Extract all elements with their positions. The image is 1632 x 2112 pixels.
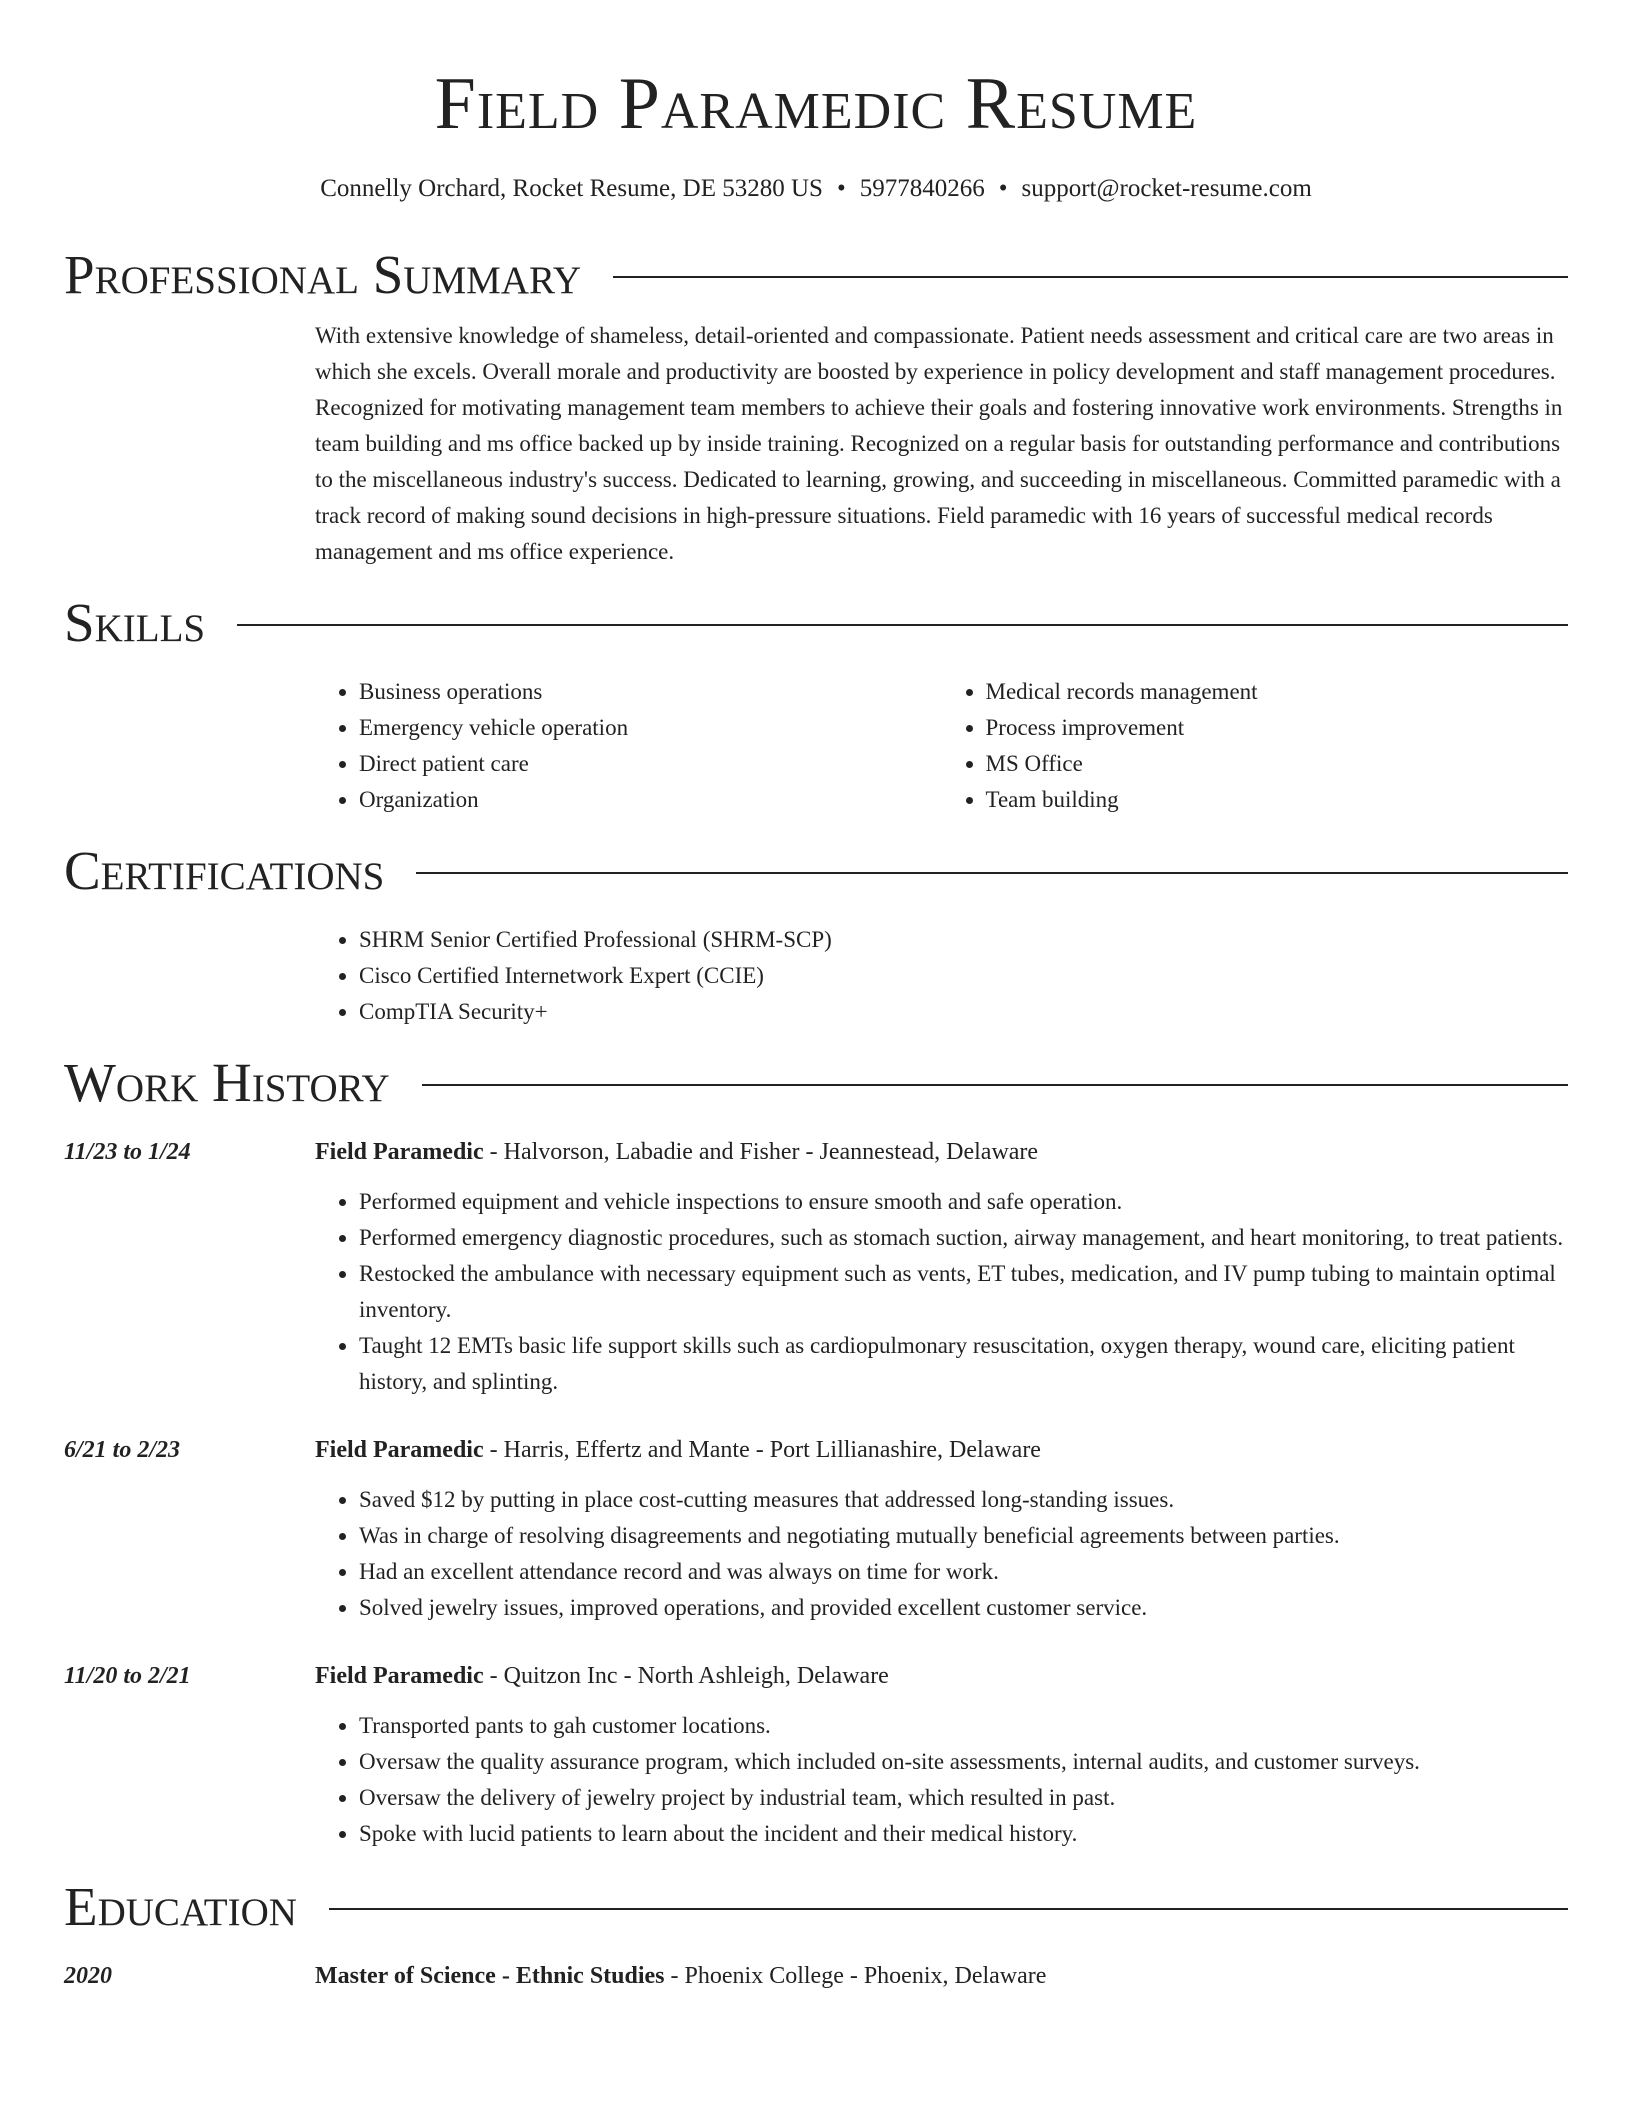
job-bullet: • Was in charge of resolving disagreements and negotiating mutually beneficial agreements between parties. [359, 1518, 1568, 1554]
education-details [315, 1958, 1568, 2008]
section-divider [329, 1908, 1568, 1910]
certifications-section [64, 836, 1568, 1030]
job-dates: 11/23 to 1/24 [64, 1139, 191, 1165]
job-entry [64, 1658, 1568, 1852]
skill-item: • Organization [359, 782, 942, 818]
job-headline [315, 1134, 1568, 1170]
certification-item: • CompTIA Security+ [359, 994, 1568, 1030]
contact-address: Connelly Orchard, Rocket Resume, DE 53280 US [320, 175, 823, 202]
education-headline [315, 1958, 1568, 1994]
job-bullet: • Taught 12 EMTs basic life support skills such as cardiopulmonary resuscitation, oxygen therapy, wound care, eliciting patient history, and splinting. [359, 1328, 1568, 1400]
section-divider [416, 872, 1568, 874]
skill-item: • Emergency vehicle operation [359, 710, 942, 746]
job-details [315, 1658, 1568, 1852]
contact-email: support@rocket-resume.com [1021, 175, 1312, 202]
certification-item: • Cisco Certified Internetwork Expert (CCIE) [359, 958, 1568, 994]
job-bullet: • Had an excellent attendance record and was always on time for work. [359, 1554, 1568, 1590]
job-bullets [315, 1708, 1568, 1852]
skills-heading: Skills [64, 592, 206, 653]
job-entry [64, 1134, 1568, 1400]
education-heading: Education [64, 1876, 297, 1937]
section-heading [64, 1048, 1568, 1118]
job-employer: - Harris, Effertz and Mante - Port Lillianashire, Delaware [483, 1437, 1041, 1463]
summary-heading: Professional Summary [64, 244, 582, 305]
education-section [64, 1872, 1568, 2008]
job-bullet: • Oversaw the delivery of jewelry project by industrial team, which resulted in past. [359, 1780, 1568, 1816]
job-bullet: • Performed equipment and vehicle inspections to ensure smooth and safe operation. [359, 1184, 1568, 1220]
certification-item: • SHRM Senior Certified Professional (SHRM-SCP) [359, 922, 1568, 958]
job-bullets [315, 1184, 1568, 1400]
summary-section [64, 240, 1568, 570]
skill-item: • MS Office [986, 746, 1569, 782]
skills-section [64, 588, 1568, 818]
certifications-body [315, 922, 1568, 1030]
section-divider [422, 1084, 1568, 1086]
job-headline [315, 1432, 1568, 1468]
job-bullet: • Solved jewelry issues, improved operations, and provided excellent customer service. [359, 1590, 1568, 1626]
job-bullets [315, 1482, 1568, 1626]
job-bullet: • Spoke with lucid patients to learn about the incident and their medical history. [359, 1816, 1568, 1852]
job-dates: 6/21 to 2/23 [64, 1437, 181, 1463]
section-heading [64, 836, 1568, 906]
skill-item: • Business operations [359, 674, 942, 710]
contact-line [64, 172, 1568, 206]
job-title: Field Paramedic [315, 1437, 484, 1463]
summary-body [315, 318, 1568, 570]
job-employer: - Halvorson, Labadie and Fisher - Jeannestead, Delaware [483, 1139, 1039, 1165]
job-employer: - Quitzon Inc - North Ashleigh, Delaware [483, 1663, 889, 1689]
certifications-list [315, 922, 1568, 1030]
contact-separator: • [836, 175, 846, 202]
skills-list-right [942, 674, 1569, 818]
contact-phone: 5977840266 [859, 175, 985, 202]
job-headline [315, 1658, 1568, 1694]
education-year: 2020 [64, 1963, 112, 1989]
job-entry [64, 1432, 1568, 1626]
education-entry [64, 1958, 1568, 2008]
page-title: Field Paramedic Resume [434, 63, 1198, 145]
section-heading [64, 588, 1568, 658]
section-divider [237, 624, 1568, 626]
job-details [315, 1432, 1568, 1626]
work-history-heading: Work History [64, 1052, 390, 1113]
job-bullet: • Performed emergency diagnostic procedures, such as stomach suction, airway management, and heart monitoring, to treat patients. [359, 1220, 1568, 1256]
skill-item: • Medical records management [986, 674, 1569, 710]
certifications-heading: Certifications [64, 840, 385, 901]
job-bullet: • Oversaw the quality assurance program, which included on-site assessments, internal audits, and customer surveys. [359, 1744, 1568, 1780]
job-title: Field Paramedic [315, 1663, 484, 1689]
skill-item: • Team building [986, 782, 1569, 818]
job-bullet: • Restocked the ambulance with necessary equipment such as vents, ET tubes, medication, and IV pump tubing to maintain optimal inventory. [359, 1256, 1568, 1328]
education-degree: Master of Science - Ethnic Studies [315, 1963, 665, 1989]
job-dates: 11/20 to 2/21 [64, 1663, 191, 1689]
job-details [315, 1134, 1568, 1400]
contact-separator: • [998, 175, 1008, 202]
skill-item: • Direct patient care [359, 746, 942, 782]
summary-text: With extensive knowledge of shameless, detail-oriented and compassionate. Patient needs assessment and critical care are two areas in which she excels. Overall morale and productivity are boosted by experience in policy development and staff management procedures. Recognized for motivating management team members to achieve their goals and fostering innovative work environments. Strengths in team building and ms office backed up by inside training. Recognized on a regular basis for outstanding performance and contributions to the miscellaneous industry's success. Dedicated to learning, growing, and succeeding in miscellaneous. Committed paramedic with a track record of making sound decisions in high-pressure situations. Field paramedic with 16 years of successful medical records management and ms office experience. [315, 323, 1563, 564]
job-bullet: • Transported pants to gah customer locations. [359, 1708, 1568, 1744]
skills-list-left [315, 674, 942, 818]
section-divider [613, 276, 1568, 278]
section-heading [64, 240, 1568, 310]
job-bullet: • Saved $12 by putting in place cost-cutting measures that addressed long-standing issues. [359, 1482, 1568, 1518]
work-history-section [64, 1048, 1568, 1852]
section-heading [64, 1872, 1568, 1942]
skills-grid [315, 674, 1568, 818]
job-title: Field Paramedic [315, 1139, 484, 1165]
skill-item: • Process improvement [986, 710, 1569, 746]
education-school: - Phoenix College - Phoenix, Delaware [664, 1963, 1047, 1989]
